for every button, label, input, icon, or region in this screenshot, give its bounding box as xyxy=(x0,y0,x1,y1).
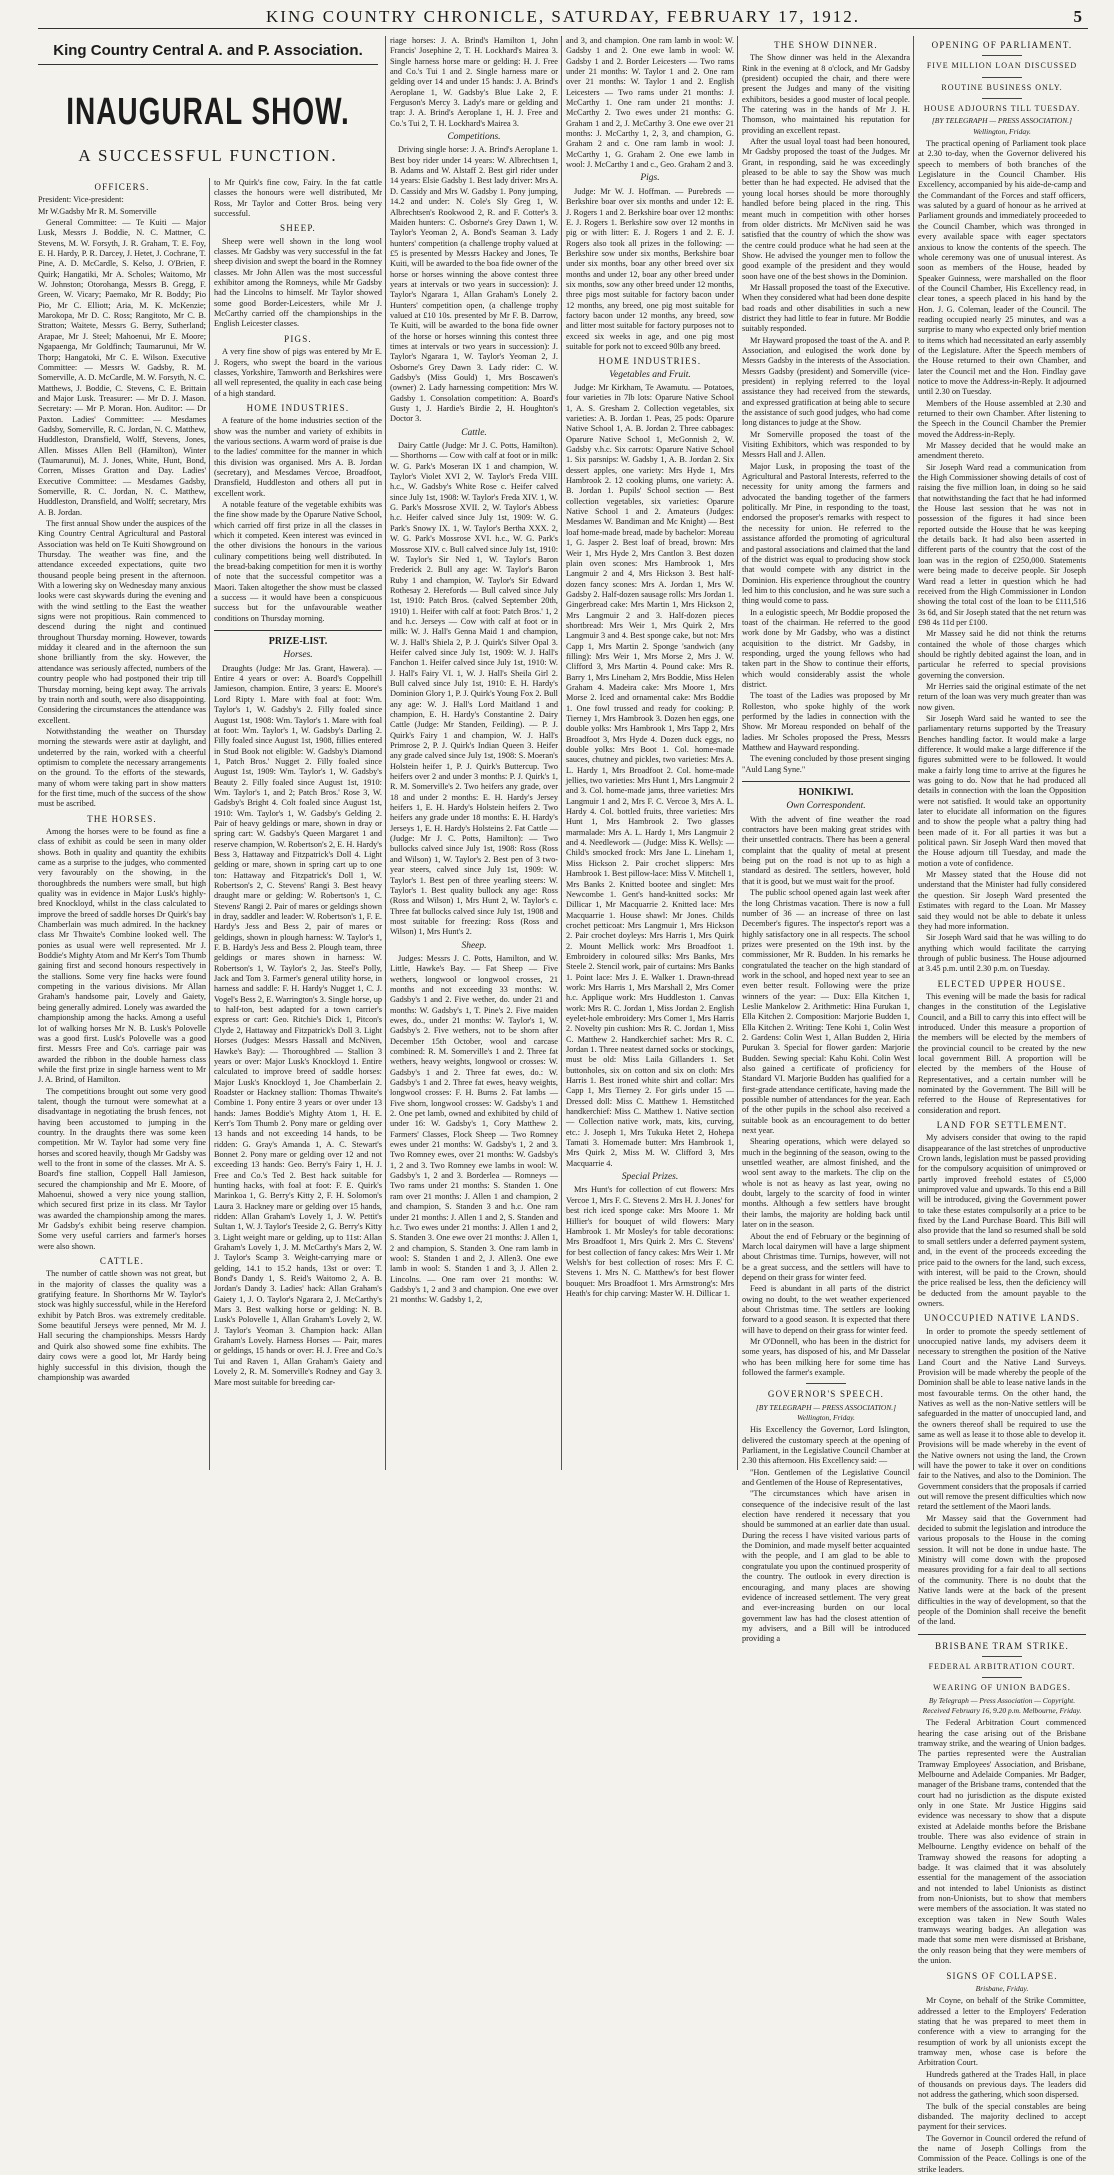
article-paragraph: Sir Joseph Ward said that he was willing to do anything which would facilitate the carrying through of public business. The House adjourned at 3.45 p.m. until 2.30 p.m. on Tuesday. xyxy=(918,933,1086,974)
elected-upper-house-heading: ELECTED UPPER HOUSE. xyxy=(937,978,1067,989)
article-paragraph: Mr Somerville proposed the toast of the Visiting Exhibitors, which was responded to by Messrs Hall and J. Allen. xyxy=(742,429,910,460)
cattle-heading: CATTLE. xyxy=(99,1256,145,1267)
column-2 xyxy=(214,178,382,1470)
article-paragraph: Members of the House assembled at 2.30 and returned to their own Chamber. After listening to the Speech in the Council Chamber the Premier moved the Address-in-Reply. xyxy=(918,398,1086,439)
article-paragraph: Feed is abundant in all parts of the district owing no doubt, to the wet weather experienced about Christmas time. The settlers are looking forward to a good season. It is expected that there will have to depend on their grass for winter feed. xyxy=(742,1284,910,1335)
article-paragraph: Sheep were well shown in the long wool classes. Mr Gadsby was very successful in the fat sheep division and swept the board in the Romney classes. Mr John Allen was the most successful exhibitor among the Romneys, while Mr Gadsby had the Lincolns to himself. Mr Taylor showed some good Border-Leicesters, while Mr J. McCarthy carried off the championships in the English Leicester classes. xyxy=(214,236,382,329)
prize-paragraph: Driving single horse: J. A. Brind's Aeroplane 1. Best boy rider under 14 years: W. Albrechtsen 1, B. Adams and W. Alstaff 2. Best girl rider under 14 years: Elsie Gadsby 1. Best lady driver: Mrs A. D. Cassidy and Mrs W. Gadsby 1. Pony jumping, 14.2 and under: N. Cole's Sly Greg 1, W. Albrechtsen's Rookwood 2, R. and F. Cotter's 3. Maiden hunters: C. Osborne's Grey Dawn 1, W. Taylor's Yeoman 2, A. Bond's Seaman 3. Lady hunters' competition (a challenge trophy valued at £5 is presented by Messrs Hackey and Jones, Te Kuiti, will be awarded to the boa fide owner of the horse or horses winning the above contest three years at intervals or two years in succession): J. Taylor's Ngarara 1, Allan Graham's Lonely 2. Hunters' competition open, (a challenge trophy valued at £10 10s. presented by Mr F. B. Darrow, Te Kuiti, will be awarded to the bona fide owner of the horse or horses winning this contest three times at intervals or two years in succession): J. Taylor's Ngarara 1, W. Taylor's Yeoman 2, J. Osborne's Grey Dawn 3. Lady rider: C. W. Gadsby's (Miss Gould) 1, Mrs Boscawen's (owner) 2. Lady harnessing competition: Mrs W. Gadsby 1. Consolation competition: A. Board's Gusty 1, J. Hardie's Birdie 2, H. Houghton's Doctor 3. xyxy=(390,145,558,424)
special-prizes-subheading: Special Prizes. xyxy=(621,1172,679,1183)
article-paragraph: Hundreds gathered at the Trades Hall, in place of thousands on previous days. The leaders did not address the gathering, which soon dispersed. xyxy=(918,2069,1086,2100)
pigs-heading: PIGS. xyxy=(284,333,312,344)
tram-subheading: WEARING OF UNION BADGES. xyxy=(933,1683,1071,1693)
article-paragraph: Mr Herries said the original estimate of the net return of the loan was very much greater than was now given. xyxy=(918,681,1086,712)
prize-paragraph: riage horses: J. A. Brind's Hamilton 1, John Francis' Josephine 2, T. H. Lockhard's Mairea 3. Single harness horse mare or gelding: H. J. Free and Co.'s Tui 1 and 2. Single harness mare or gelding over 14 and under 15 hands: J. A. Brind's Aeroplane 1, W. Gadsby's Blue Lake 2, F. Ferguson's Mercy 3. Lady's mare or gelding and trap: J. A. Brind's Aeroplane 1, H. J. Free and Co.'s Tui 2, T. H. Lockhard's Mairea 3. xyxy=(390,36,558,128)
article-paragraph: Mr O'Donnell, who has been in the district for some years, has disposed of his, and Mr Dasselar who has been milking here for some time has followed the farmer's example. xyxy=(742,1336,910,1377)
column-1 xyxy=(38,178,206,1470)
collapse-heading: SIGNS OF COLLAPSE. xyxy=(946,1970,1058,1981)
article-paragraph: With the advent of fine weather the road contractors have been making great strides with their unsettled contracts. There has been a general complaint that the quality of metal at present being put on the road is not up to as high a standard as desired. The settlers, however, hold that it is good, but we must wait for the proof. xyxy=(742,814,910,886)
column-rule xyxy=(561,36,562,1470)
article-paragraph: Notwithstanding the weather on Thursday morning the stewards were astir at daylight, and undeterred by the rain, worked with a cheerful optimism to complete the necessary arrangements on the ground. To the efforts of the stewards, many of whom were taking part in show matters for the first time, much of the success of the show must be ascribed. xyxy=(38,726,206,809)
article-paragraph: After the usual loyal toast had been honoured, Mr Gadsby proposed the toast of the Judges. Mr Grant, in responding, said he was exceedingly pleased to be able to say the Show was much better than he had expected. He advised that the young local horses should be more thoroughly handled before being placed in the ring. This meant much in competition with other horses from older districts. Mr McNiven said he was satisfied that the country of which the show was the centre could produce what he had seen at the Show. He advised the younger men to follow the good example of the president and they would soon have one of the best shows in the Dominion. xyxy=(742,137,910,281)
vegetables-subheading: Vegetables and Fruit. xyxy=(609,369,691,380)
column-4 xyxy=(566,36,734,1470)
correspondent-line: Own Correspondent. xyxy=(786,801,866,812)
officers-heading: OFFICERS. xyxy=(94,182,150,192)
article-paragraph: Sir Joseph Ward said he wanted to see the parliamentary returns supported by the Treasury Benches handling factor. It would make a large difference. It would make a large difference if the figures submitted were to be followed. It would make a fairly long time to arrive at the figures he was going to do. Now that he had produced all details in connection with the loan the Opposition were not satisfied. It would take an opportunity later to elucidate all information on the figures and to show the people what a paltry thing had been made of it. For all parties it was but a political pawn. Sir Joseph Ward then moved that the House adjourn till Tuesday, and made the motion a vote of confidence. xyxy=(918,713,1086,868)
dateline: By Telegraph — Press Association — Copyright. Received February 16, 9.20 p.m. Melbourne, Friday. xyxy=(922,1695,1082,1715)
column-rule xyxy=(385,36,386,1470)
section-rule xyxy=(918,1634,1086,1635)
prize-paragraph: Dairy Cattle (Judge: Mr J. C. Potts, Hamilton). — Shorthorns — Cow with calf at foot or in milk: W. G. Park's Moseran IX 1 and champion, W. Taylor's Violet XVI 2, W. Taylor's Freda VIII. h.c., W. Gadsby's White Rose c. Heifer calved since July 1st, 1908: W. Taylor's Freda XIV. 1, W. G. Park's Mossrose XVII. 2, W. Taylor's Abbess h.c. Heifer calved since July 1st, 1909: W. G. Park's Snowy IX. 1, W. Taylor's Bertha XXX. 2, W. G. Park's Mossrose XVI. h.c., W. G. Park's Mossrose XIV. c. Bull calved since July 1st, 1910: W. Taylor's Sir Ned 1, W. Taylor's Baron Frederick 2. Bull any age: W. Taylor's Baron Ruby 1 and champion, W. Taylor's Sir Edward Rothesay 2. Herefords — Bull calved since July 1st, 1910: Patch Bros. (calved September 20th, 1910) 1. Heifer with calf at foot: Patch Bros.' 1, 2 and h.c. Jerseys — Cow with calf at foot or in milk: W. J. Hall's Genna Maid 1 and champion, W. J. Hall's Shiela 2, P. J. Quirk's Silver Opal 3. Heifer calved since July 1st, 1909: W. J. Hall's Fanchon 1. Heifer calved since July 1st, 1910: W. J. Hall's Fairy VI. 1, W. J. Hall's Sheila Girl 2. Bull calved since July 1st, 1910: E. H. Hardy's Dominion Glory 1, P. J. Quirk's Young Fox 2. Bull any age: W. J. Hall's Lord Maitland 1 and champion, E. H. Hardy's Constantine 2. Dairy Cattle (Judge: Mr Standen, Feilding). — P. J. Quirk's Fairy 1 and champion, W. J. Hall's Primrose 2, P. J. Quirk's Indian Queen 3. Heifer any grade calved since July 1st, 1908: S. Moeran's Holstein heifer 1, P. J. Quirk's Buttercup. Two heifers over 2 and under 3 months: P. J. Quirk's 1, R. M. Somerville's 2. Two heifers any grade, over 18 and under 2 months: E. H. Hardy's Jersey heifers 1, E. H. Hardy's Holstein heifers 2. Two heifers any grade under 18 months: E. H. Hardy's Jerseys 1, E. H. Hardy's Holsteins 2. Fat Cattle — (Judge: Mr J. C. Potts, Hamilton): — Two bullocks calved since July 1st, 1908: Ross (Ross and Wilson) 1, W. Taylor's 2. Best pen of 3 two-year steers, calved since July 1st, 1909: W. Taylor's 1. Best pen of three yearling steers: W. Taylor's 1. Best quality bullock any age: Ross (Ross and Wilson) 1, Mrs Hunt 2, W. Taylor's c. Three fat bullocks calved since July 1st, 1908 and most suitable for freezing: Ross (Ross and Wilson) 1, Mrs Hunt's 2. xyxy=(390,441,558,937)
honikiwi-heading: HONIKIWI. xyxy=(798,787,854,799)
sheep-heading: SHEEP. xyxy=(280,223,316,234)
competitions-subheading: Competitions. xyxy=(447,132,501,143)
short-rule xyxy=(982,1656,1022,1657)
article-paragraph: The first annual Show under the auspices of the King Country Central Agricultural and Pastoral Association was held on Te Kuiti Showground on Thursday. The weather was fine, and the attendance exceeded expectations, quite two thousand people being present in the afternoon. With a lowering sky on Wednesday many anxious looks were cast skywards during the evening and with the wind settling to the East the weather signs were not propitious. Rain commenced to descend during the night and continued throughout Thursday morning. However, towards midday it cleared and in the afternoon the sun shone brilliantly from the sky. However, the attendance was seriously affected, numbers of the country people who had postponed their trip till Thursday morning, being kept away. The arrivals by train north and south, were also disappointing. Considering the circumstances the attendance was excellent. xyxy=(38,519,206,725)
masthead-title: KING COUNTRY CHRONICLE, SATURDAY, FEBRUARY 17, 1912. xyxy=(266,7,860,26)
horses-heading: THE HORSES. xyxy=(87,813,157,824)
committee-list: General Committee: — Te Kuiti — Major Lusk, Messrs J. Boddie, N. C. Mattner, C. Stevens, M. W. Forsyth, J. R. Graham, T. E. Foy, E. H. Hardy, P. R. Darcey, J. Hetet, J. Cochrane, T. Pine, A. D. McCardle, S. Kelso, J. O'Brien, F. Quirk; Hangatiki, Mr A. Scholes; Waitomo, Mr W. Johnston; Otorohanga, Messrs B. Gregg, F. Green, W. Vicary; Paemako, Mr R. Boddy; Pio Pio, Mr C. Elliott; Aria, M. K. McKenzie; Marokopa, Mr D. C. Ross; Rangitoto, Mr C. B. Stratton; Waitete, Messrs G. Berry, Sutherland; Arapae, Mr J. Steel; Mahoenui, Mr E. Moore; Ngapaenga, Mr Goldfinch; Taumarunui, Mr W. Thorp; Hangatoki, Mr C. E. Wilson. Executive Committee: — Messrs W. Gadsby, R. M. Somerville, A. D. McCardle, M. W. Forsyth, N. C. Matthews, J. Boddie, C. Stevens, C. E. Brittain and Major Lusk. Treasurer: — Mr D. J. Mason. Secretary: — Mr P. Moran. Hon. Auditor: — Dr Paxton. Ladies' Committee: — Mesdames Gadsby, Somerville, R. C. Jordan, N. C. Matthew, Huddleston, Dransfield, Wolff, Stevens, Jones, Allen. Misses Allen Bell (Hamilton), Winter (Taumarunui), M. J. Jones, White, Hunt, Bond, Corren, Misses Gratton and Day. Ladies' Executive Committee: — Mesdames Gadsby, Somerville, R. C. Jordan, N. C. Matthew, Huddleston, Dransfield, and Wolff; secretary, Mrs A. B. Jordan. xyxy=(38,218,206,517)
article-paragraph: Mr Massey said that the Government had decided to submit the legislation and introduce the various proposals to the House in the coming session. It will not be done in undue haste. The Ministry will come down with the proposed measures providing for a fair deal to all sections of the community. There is no doubt that the Native lands were at the back of the present difficulties in the way of development, so that the people of the Dominion shall receive the benefit of the land. xyxy=(918,1513,1086,1627)
parliament-subheading: HOUSE ADJOURNS TILL TUESDAY. xyxy=(923,104,1081,114)
parliament-subheading: FIVE MILLION LOAN DISCUSSED xyxy=(926,61,1078,71)
column-rule xyxy=(737,36,738,1470)
column-6 xyxy=(918,36,1086,2174)
story-kicker: King Country Central A. and P. Association. xyxy=(53,42,363,59)
article-paragraph: to Mr Quirk's fine cow, Fairy. In the fat cattle classes the honours were well distributed, Mr Ross, Mr Taylor and Cotter Bros. being very successful. xyxy=(214,178,382,219)
article-paragraph: "Hon. Gentlemen of the Legislative Council and Gentlemen of the House of Representatives, xyxy=(742,1467,910,1488)
section-rule xyxy=(214,630,382,631)
cattle-subheading: Cattle. xyxy=(461,427,487,438)
article-paragraph: Mr Massey said he did not think the returns contained the whole of those charges which should be rightly debited against the loan, and in particular he referred to special provisions governing the conversion. xyxy=(918,629,1086,680)
article-paragraph: A very fine show of pigs was entered by Mr E. J. Rogers, who swept the board in the various classes, Yorkshire, Tamworth and Berkshires were all well represented, the quality in each case being of a high standard. xyxy=(214,347,382,398)
article-paragraph: Among the horses were to be found as fine a class of exhibit as could be seen in many older shows. Both in quality and quantity the exhibits came as a surprise to the judges, who commented very favourably on the showing, in the thoroughbreds the numbers were small, but high quality was in evidence in Major Lusk's highly-bred Knockloyd, whilst in the class calculated to improve the breed of saddle horses Dr Quirk's bay Chamberlain was much admired. In the hackney class Mr Thwaite's Combine looked well. The ponies as usual were well represented. Mr J. Boddie's Mighty Atom and Mr Kerr's Tom Thumb gaining first and second honours respectively in the stallions. Some very fine hacks were found competing in the various divisions. Mr Allan Graham's handsome pair, Lovely and Gaiety, being generally admired. Lonely was awarded the championship among the hacks. Among a useful lot of walking horses Mr N. B. Lusk's Polovelle was a good first. Lusk's Polovelle was a good first. Messrs Free and Co's. carriage pair was awarded the ribbon in the double harness class while the first prize in single harness went to Mr J. A. Brind, of Hamilton. xyxy=(38,826,206,1085)
story-deck: A SUCCESSFUL FUNCTION. xyxy=(78,146,338,165)
article-paragraph: A notable feature of the vegetable exhibits was the fine show made by the Oparure Native School, which carried off first prize in all the classes in which it competed. Keen interest was evinced in the other divisions the honours in the various culinary competitions being well distributed. In the bread-baking competition for men it is worthy of note that the successful competitor was a Maori. Taken altogether the show must be classed a success — it would have been a conspicuous success but for the unfavourable weather conditions on Thursday morning. xyxy=(214,499,382,623)
home-industries-heading: HOME INDUSTRIES. xyxy=(598,356,702,367)
section-rule xyxy=(742,781,910,782)
column-5 xyxy=(742,36,910,1644)
governors-speech-heading: GOVERNOR'S SPEECH. xyxy=(767,1389,885,1400)
prize-paragraph: and 3, and champion. One ram lamb in wool: W. Gadsby 1 and 2. One ewe lamb in wool: W. Gadsby 1 and 2. Border Leicesters — Two rams under 21 months: W. Taylor 1 and 2. One ram over 21 months: W. Taylor 1 and 2. English Leicesters — Two rams under 21 months: J. McCarthy 1. One ram under 21 months: J. McCarthy 2. Two ewes under 21 months: G. Graham 1 and 2, J. McCarthy 3. One ewe over 21 months: J. McCarthy 1, 2, 3, and champion, G. Graham 2 and c. One ram lamb in wool: J. McCarthy 1, G. Graham 2. One ewe lamb in wool: J. McCarthy 1 and c., Geo. Graham 2 and 3. xyxy=(566,36,734,170)
article-paragraph: The Show dinner was held in the Alexandra Rink in the evening at 8 o'clock, and Mr Gadsby (president) occupied the chair, and there were present the Judges and many of the visiting exhibitors, besides a good muster of local people. The catering was in the hands of Mr J. H. Thomson, who maintained his reputation for providing an excellent repast. xyxy=(742,53,910,135)
column-3 xyxy=(390,36,558,1470)
short-rule xyxy=(982,77,1022,78)
parliament-heading: OPENING OF PARLIAMENT. xyxy=(931,40,1073,50)
dateline: [BY TELEGRAPH — PRESS ASSOCIATION.] Wellington, Friday. xyxy=(931,116,1073,136)
article-paragraph: His Excellency the Governor, Lord Islington, delivered the customary speech at the opening of Parliament, in the Legislative Council Chamber at 2.30 this afternoon. His Excellency said: — xyxy=(742,1425,910,1466)
article-paragraph: About the end of February or the beginning of March local dairymen will have a large shipment about Christmas time. Turnips, however, will not be a great success, and the settlers will have to depend on their grass for winter feed. xyxy=(742,1231,910,1282)
article-paragraph: The competitions brought out some very good talent, though the turnout were somewhat at a disadvantage in negotiating the brush fences, not having been accustomed to jumping in the country. In the draughts there was some keen competition. Mr W. Taylor had some very fine horses and scored heavily, though Mr Gadsby was well to the front in some of the classes. Mr A. S. Board's fine stallion, Coppell Hall Jamieson, secured the championship and Mr E. Moore, of Mahoenui, showed a very nice young stallion, which secured first prize in its class. Mr Taylor was awarded the championship among the mares. Mr Gadsby's exhibit being reserve champion. Some very useful carriers and farmer's horses were also shown. xyxy=(38,1086,206,1251)
officers-roles: President: Vice-president: xyxy=(38,195,124,205)
article-paragraph: Mr Hayward proposed the toast of the A. and P. Association, and eulogised the work done by Messrs Gadsby in the interests of the Association. Messrs Gadsby (president) and Somerville (vice-president) in replying referred to the loyal assistance they had received from the stewards, and expressed gratification at being able to secure the assistance of such good judges, who had come long distances to judge at the Show. xyxy=(742,335,910,428)
story-headline: INAUGURAL SHOW. xyxy=(66,90,350,132)
sheep-subheading: Sheep. xyxy=(461,940,487,951)
article-paragraph: In order to promote the speedy settlement of unoccupied native lands, my advisers deem it necessary to strengthen the position of the Native Land Court and the Native Land Surveys. Provision will be made whereby the people of the Dominion shall be able to lease native lands in the most favourable terms. On the other hand, the Natives as well as the non-Native settlers will be safeguarded in the matter of unoccupied land, and the owners thereof shall be required to use the same as well as lease it to those able to develop it. Provisions will be made whereby in the event of the Native owners not using the land, the Crown will have the power to take it over on conditions fair to the Natives, and also to the Dominion. The Government considers that the proposals if carried out will remove the present difficulties which now retard the settlement of the Maori lands. xyxy=(918,1326,1086,1512)
masthead xyxy=(38,6,1088,29)
short-rule xyxy=(806,1383,846,1384)
column-rule xyxy=(913,36,914,1470)
parliament-subheading: ROUTINE BUSINESS ONLY. xyxy=(941,82,1063,92)
dateline: Brisbane, Friday. xyxy=(975,1983,1029,1993)
prize-paragraph: Draughts (Judge: Mr Jas. Grant, Hawera). — Entire 4 years or over: A. Board's Coppelhill Jamieson, champion. Entire, 3 years: E. Moore's Lord Ripty 1. Mare with foal at foot: Wm. Taylor's 1, W. Gadsby's 2. Filly foaled since August 1st, 1908: Wm. Taylor's 1. Mare with foal at foot: Wm. Taylor's 1, W. Gadsby's Darling 2. Filly foaled since August 1st, 1908, fillies entered in Stud Book not eligible: W. Gadsby's Diamond 1, Patch Bros.' Nugget 2. Filly foaled since August 1st, 1909: Wm. Taylor's 1, W. Gadsby's Beauty 2. Filly foaled since August 1st, 1910: Wm. Taylor's 1, and 2; Patch Bros.' Rose 3, W. Gadsby's Bright 4. Colt foaled since August 1st, 1910: Wm. Taylor's 1, W. Gadsby's Gelding 2. Pair of heavy geldings or mare, shown in dray or spring cart: W. Gadsby's Queen Margaret 1 and reserve champion, W. Robertson's 2, E. H. Hardy's Bess 3, Hattaway and Fitzpatrick's Doll 4. Light gelding or mare, shown in spring cart up to one ton: Hattaway and Fitzpatrick's Doll 1, W. Robertson's 2, C. Stevens' Rangi 3. Best heavy draught mare or gelding: W. Robertson's 1, C. Stevens' Rangi 2. Pair of mares or geldings shown in dray, saddler and leader: W. Robertson's 1, F. E. Hardy's Jess and Bess 2, pair of mares or geldings, shown in plough harness: W. Taylor's 1, F. B. Hardy's Jess and Bess 2. Plough team, three geldings or mares shown in harness: W. Robertson's 1, W. Taylor's 2, Jas. Steel's Polly, Jack and Tom 3. Farmer's general utility horse, in harness and saddle: F. H. Hardy's Nugget 1, C. J. Vogel's Bess 2, E. Warrington's 3. Single horse, up to half-ton, best adapted for a town carrier's express or cart: Geo. Ritchie's Dick 1, Pitcon's Clyde 2, Hattaway and Fitzpatrick's Doll 3. Light Horses (Judges: Messrs Hassall and McNiven, Hawke's Bay): — Thoroughbred — Stallion 3 years or over: Major Lusk's Knockloyd 1. Entire calculated to improve breed of saddle horses: Major Lusk's Knockloyd 1, Joe Chamberlain 2. Roadster or Hackney stallion: Thomas Thwaite's Combine 1. Pony entire 3 years or over under 13 hands: James Boddie's Mighty Atom 1, H. E. Kerr's Tom Thumb 2. Pony mare or gelding over 13 hands and not exceeding 14 hands, to be ridden: G. Gray's Amanda 1, A. C. Stewart's Bonnet 2. Pony mare or gelding over 12 and not exceeding 13 hands: Geo. Berry's Fairy 1, H. J. Free and Co.'s Ted 2. Best hack suitable for hunting hacks, with foal at foot: F. E. Quirk's Marinkoa 1, G. Berry's Kitty 2, F. H. Solomon's Laura 3. Hackney mare or gelding over 15 hands, ridden: Allan Graham's Lovely 1, J. W. Pettit's Sultan 1, W. J. Taylor's Teeside 2, G. Berry's Kitty 3. Light weight mare or gelding, up to 11st: Allan Graham's Lovely 1, J. M. McCarthy's Mars 2, W. J. Taylor's Scamp 3. Weight-carrying mare or gelding, 14.1 to 15.2 hands, 13st or over: T. Bond's Dandy 1, S. Reid's Waitomo 2, A. B. Jordan's Dandy 3. Ladies' hack: Allan Graham's Gaiety 1, J. O. Taylor's Ngarara 2, J. McCarthy's Mars 3. Best walking horse or gelding: N. B. Lusk's Polovelle 1, Allan Graham's Lovely 2, W. J. Taylor's Yeoman 3. Champion hack: Allan Graham's Lovely. Harness Horses — Pair, mares or geldings, 15 hands or over: H. J. Free and Co.'s Tui and Raven 1, Allan Graham's Gaiety and Lovely 2, R. M. Somerville's Rodney and Gay 3. Mare most suitable for breeding car- xyxy=(214,663,382,1387)
kicker-rule xyxy=(38,64,378,65)
short-rule xyxy=(982,1677,1022,1678)
column-rule xyxy=(209,178,210,1470)
article-paragraph: Mr Massey decided that he would make an amendment thereto. xyxy=(918,441,1086,461)
officers-names: Mr W.Gadsby Mr R. M. Somerville xyxy=(38,206,157,216)
show-dinner-heading: THE SHOW DINNER. xyxy=(774,40,878,50)
article-paragraph: Major Lusk, in proposing the toast of the Agricultural and Pastoral Interests, referred to the necessity for unity among the farmers and advocated the banding together of the farmers politically. Mr Pine, in responding to the toast, endorsed the proposer's remarks with respect to the necessity for union. He referred to the assistance afforded the promoting of agricultural and pastoral associations and claimed that the land of the district was equal to producing show stock that would compete with any district in the Dominion. His experience throughout the country led him to this conclusion, and he was sure such a thing would come to pass. xyxy=(742,461,910,606)
article-paragraph: In a eulogistic speech, Mr Boddie proposed the toast of the chairman. He referred to the good work done by Mr Gadsby, who was a distinct acquisition to the district. Mr Gadsby, in responding, urged the young fellows who had taken part in the Show to continue their efforts, which would considerably assist the whole district. xyxy=(742,607,910,689)
short-rule xyxy=(982,55,1022,56)
page-number: 5 xyxy=(1073,7,1084,26)
short-rule xyxy=(982,98,1022,99)
home-industries-heading: HOME INDUSTRIES. xyxy=(246,402,350,413)
article-paragraph: Mr Massey stated that the House did not understand that the Minister had fully considered the question. Sir Joseph Ward presented the Estimates with regard to the Loan. Mr Massey said they would not be able to debate it unless they had more information. xyxy=(918,870,1086,931)
article-paragraph: The evening concluded by those present singing "Auld Lang Syne." xyxy=(742,754,910,774)
prize-paragraph: Mrs Hunt's for collection of cut flowers: Mrs Vercoe 1, Mrs F. C. Stevens 2. Mrs H. J. Jones' for best rich iced sponge cake: Mrs Moore 1. Mr Hillier's for bouquet of wild flowers: Mary Hambrook 1. Mr Mosley's for table decorations: Mrs Broadfoot 1, Mrs Quirk 2. Mrs C. Stevens' for best collection of fancy cakes: Mrs Weir 1. Mr Welsh's for best collection of roses: Mrs F. C. Stevens 1. Mrs N. C. Matthew's for best flower bouquet: Mrs Broadfoot 1. Mrs Armstrong's: Mrs Heath's for chip carving: Master W. H. Dillicar 1. xyxy=(566,1185,734,1298)
article-paragraph: Sir Joseph Ward read a communication from the High Commissioner showing details of cost of raising the five million loan, in doing so he said that notwithstanding the fact that he had informed the House last session that he was not in possession of the figures it had since been reported outside the House that he was keeping the details back. It had also been asserted in different parts of the country that the cost of the loan was in the region of £250,000. Statements were being made to deceive people. Sir Joseph Ward read a letter in question which he had received from the High Commissioner in London showing the total cost of the loan to be £111,516 3s 6d, and Sir Joseph stated that the net return was £98 4s 11d per £100. xyxy=(918,462,1086,627)
article-paragraph: Mr Coyne, on behalf of the Strike Committee, addressed a letter to the Employers' Federation stating that he was prepared to meet them in conference with a view to arranging for the resumption of work by all unionists except the tramway men, whose case is before the Arbitration Court. xyxy=(918,1996,1086,2068)
prize-paragraph: Judge: Mr W. J. Hoffman. — Purebreds — Berkshire boar over six months and under 12: E. J. Rogers 1 and 2. Berkshire boar over 12 months: E. J. Rogers 1. Berkshire sow over 12 months in pig or with litter: E. J. Rogers 1 and 2. E. J. Rogers also took all prizes in the following: — Berkshire sow under six months, Berkshire boar under six months, boar any other breed over six months and under 12, boar any other breed under six months, sow any other breed under 12 months, three pigs most suitable for factory bacon under 12 months, any breed, one pig most suitable for factory bacon under 12 months, any breed, sow and litter most suitable for factory purposes not to exceed six weeks in age, and one pig most suitable for pork not to exceed 90lb any breed. xyxy=(566,186,734,351)
article-paragraph: This evening will be made the basis for radical changes in the constitution of the Legislative Council, and a Bill to carry this into effect will be introduced. Under this measure a proportion of the members will be elected by the members of the provincial council to be created by the new local government Bill. A proportion will be elected by the members of the House of Representatives, and a certain number will be nominated by the Government. The Bill will be referred to the House of Representatives for consideration and report. xyxy=(918,991,1086,1115)
prize-paragraph: Judge: Mr Kirkham, Te Awamutu. — Potatoes, four varieties in 7lb lots: Oparure Native School 1, A. S. Gresham 2. Collection vegetables, six varieties: A. B. Jordan 1. Peas, 25 pods: Oparure Native School 1, A. B. Jordan 2. Three cabbages: Oparure Native School 1, McGonnish 2, W. Gadsby v.h.c. Six carrots: Oparure Native School 1. Six parsnips: W. Gadsby 1, A. B. Jordan 2. Six dessert apples, one variety: Mrs Hyde 1, Mrs Hambrook 2. 12 cooking plums, one variety: A. B. Jordan 1. Pupils' School section — Best collection vegetables, six varieties: Oparure Native School 1 and 2. Amateurs (Judges: Mesdames W. Bandiman and Mc Knight) — Best loaf home-made bread, made by bachelor: Moreau 1, G. Jasper 2. Best loaf of bread, brown: Mrs Weir 1, Mrs Hyde 2, Mrs Cantlon 3. Best dozen plain oven scones: Mrs Hambrook 1, Mrs Langmuir 2 and 4, Mrs Hickson 3. Best half-dozen fancy scones: Mrs A. Jordan 1, Mrs W. Gadsby 2. Half-dozen sausage rolls: Mrs Jordan 1. Gingerbread cake: Mrs Martin 1, Mrs Hickson 2, Mrs Langmuir 2 and 3. Half-dozen pieces shortbread: Mrs Weir 1, Mrs Quirk 2, Mrs Langmuir 3 and 4. Best sponge cake, but not: Mrs Capp 1, Mrs Martin 2. Sponge 'sandwich (any filling): Mrs Weir 1, Mrs Morse 2, Mrs J. W. Clifford 3, Mrs Martin 4. Pound cake: Mrs R. Barry 1, Mrs Lineham 2, Mrs Boddie, Miss Helen Graham 4. Madeira cake: Mrs Moore 1, Mrs Morse 2. Iced and ornamental cake: Mrs Boddie 1. One fowl trussed and ready for cooking: P. Tierney 1, Mrs Hambrook 3. Dozen hen eggs, one double yolks: Mrs Hambrook 1, Mrs Tapp 2, Mrs Broadfoot 3, Mrs Hyde 4. Dozen duck eggs, no double yolks: Mrs Boot 1. Col. home-made sauces, chutney and pickles, two varieties: Mrs A. L. Hardy 1, Mrs Broadfoot 2. Col. home-made jellies, two varieties: Mrs Hunt 1, Mrs Langmuir 2 and 3. Col. home-made jams, three varieties: Mrs Langmuir 1 and 2, Mrs F. C. Vercoe 3, Mrs A. L. Hardy 4. Col. bottled fruits, three varieties: Mrs Hunt 1, Mrs Hambrook 2. Two glasses marmalade: Mrs A. L. Hardy 1, Mrs Langmuir 2 and 4. Needlework — (Judge: Miss K. Wells): — Child's smocked frock: Mrs Jane L. Lineham 1, Miss Hickson 2. Pair crochet slippers: Mrs Hambrook 1. Best pillow-lace: Miss V. Mitchell 1, Mrs Banks 2. Knitted bootee and singlet: Mrs Newcombe 1. Gent's hand-knitted socks: Mr Dillicar 1, Mr Macquarrie 2. Knitted lace: Mrs Macquarrie 1. House shawl: Mr Jones. Childs crochet petticoat: Mrs Langmuir 1, Mrs Hickson 2. Pair crochet doyleys: Mrs Harris 1, Mrs Quirk 2. Mount Mellick work: Mrs Broadfoot 1. Embroidery in coloured silks: Mrs Banks, Mrs Steele 2. Stencil work, pair of curtains: Mrs Banks 1. Point lace: Mrs J. E. Walker 1. Drawn-thread work: Mrs Harris 1, Mrs Marshall 2, Mrs Comer h.c. Applique work: Mrs Huddleston 1. Canvas work: Mrs R. C. Jordan 1, Miss Jordan 2. English eyelet-hole embroidery: Mrs Comer 1, Mrs Harris 2. Novelty pin cushion: Mrs R. C. Jordan 1, Miss C. Matthew 2. Handkerchief sachet: Mrs R. C. Jordan 1. Three neatest darned socks or stockings, must be old: Miss Laila Gillanders 1. Set buttonholes, six on cotton and six on cloth: Mrs Harris 1. Best ironed white shirt and collar: Mrs Capp 1, Mrs Tierney 2. For girls under 15 — Dressed doll: Miss C. Matthew 1. Hemstitched handkerchief: Miss C. Matthew 1. Native section — Collection native work, mats, kits, curving, etc.: J. Joseph 1, Mrs Tukuka Hetet 2, Hohepa Tamati 3. Homemade butter: Mrs Hambrook 1, Mrs Quirk 2, Miss M. W. Clifford 3, Mrs Macquarrie 4. xyxy=(566,383,734,1168)
article-paragraph: "The circumstances which have arisen in consequence of the indecisive result of the last election have rendered it necessary that you should be summoned at an earlier date than usual. During the recess I have visited various parts of the Dominion, and made myself better acquainted with the people, and I am glad to be able to congratulate you upon the continued prosperity of the country. The outlook in every direction is encouraging, and many places are showing evidence of increased settlement. The very great and ever-increasing burden on our local government law has had the closest attention of my advisers, and a Bill will be introduced providing a xyxy=(742,1489,910,1644)
native-lands-heading: UNOCCUPIED NATIVE LANDS. xyxy=(923,1313,1081,1324)
article-paragraph: My advisers consider that owing to the rapid disappearance of the last stretches of unproductive Crown lands, legislation must be passed providing for the compulsory acquisition of unimproved or partly improved freehold estates of £5,000 unimproved value and upwards. To this end a Bill will be introduced, giving the Government power to take these estates compulsorily at a price to be fixed by the Land Purchase Board. This Bill will also provide that the land so resumed shall be sold to small settlers under a deferred payment system, and, in the event of the proceeds exceeding the price paid to the owners for the land, such excess, with interest, will be paid to the Crown, should the price realised be less, then the deficiency will be deducted from the amount payable to the owners. xyxy=(918,1133,1086,1308)
tram-strike-heading: BRISBANE TRAM STRIKE. xyxy=(935,1640,1069,1651)
article-paragraph: The toast of the Ladies was proposed by Mr Rolleston, who spoke highly of the work performed by the ladies in connection with the Show. Mr Moreau responded on behalf of the ladies. Mr Scholes proposed the Press, Messrs Matthew and Hayward responding. xyxy=(742,691,910,753)
article-paragraph: Mr Hassall proposed the toast of the Executive. When they considered what had been done despite bad roads and other disabilities in such a new district they had little to fear in future. Mr Boddie suitably responded. xyxy=(742,282,910,334)
horses-subheading: Horses. xyxy=(283,650,313,661)
article-paragraph: The bulk of the special constables are being disbanded. The majority declined to accept payment for their services. xyxy=(918,2101,1086,2132)
dateline: [BY TELEGRAPH — PRESS ASSOCIATION.] Wellington, Friday. xyxy=(755,1402,897,1422)
prize-paragraph: Judges: Messrs J. C. Potts, Hamilton, and W. Little, Hawke's Bay. — Fat Sheep — Five wethers, longwool or longwool crosses, 21 months and not exceeding 33 months: W. Gadsby's 1 and 2. Five wether, do. under 21 and months: W. Gadsby's 1, T. Pine's 2. Five maiden ewes, do., under 21 months: W. Taylor's 1, W. Gadsby's 2. Five wethers, not to be shorn after December 15th October, wool and carcase combined: R. M. Somerville's 1 and 2. Three fat wethers, heavy weights, longwool or crosses: W. Gadsby's 1 and 2. Three fat ewes, do.: W. Gadsby's 1 and 2. Three fat ewes, heavy weights, longwool crosses: F. H. Burns 2. Fat lambs — Five shorn, longwool crosses: W. Gadsby's 1 and 2. One pet lamb, owned and exhibited by child of under 16: W. Gadsby's 1, Cory Matthew 2. Farmers' Classes, Flock Sheep — Two Romney ewes under 21 months: W. Gadsby's 1, 2 and 3. Two Romney ewes, over 21 months: W. Gadsby's 1, 2 and 3. Two Romney ewe lambs in wool: W. Gadsby's 1, 2 and 3. Borderlea — Romneys — Two rams under 21 months: S. Standen 1. One ram over 21 months: J. Allen 1 and champion, 2 and champion, S. Standen 3 and h.c. One ram under 21 months: J. Allen 1 and 2, S. Standen and h.c. Two ewes under 21 months: J. Allen 1 and 2, S. Standen 3. One ewe over 21 months: J. Allen 1, 2 and champion, S. Standen 3. One ram lamb in wool: S. Standen 1 and 2, J. Allen3. One ewe lamb in wool: S. Standen 1 and 3, J. Allen 2. Lincolns. — One ram over 21 months: W. Gadsby's 1, 2 and 3 and champion. One ewe over 21 months: W. Gadsby 1, 2, xyxy=(390,953,558,1305)
article-paragraph: A feature of the home industries section of the show was the number and variety of exhibits in the various sections. A warm word of praise is due to the ladies' committee for the manner in which this division was organised. Mrs A. B. Jordan (secretary), and Mesdames Vercoe, Broadfoot, Dransfield, Huddleston and others all put in excellent work. xyxy=(214,416,382,498)
article-paragraph: The Governor in Council ordered the refund of the name of Joseph Collings from the Commission of the Peace. Collings is one of the strike leaders. xyxy=(918,2133,1086,2174)
article-paragraph: The number of cattle shown was not great, but in the majority of classes the quality was a gratifying feature. In Shorthorns Mr W. Taylor's stock was highly successful, while in the Hereford exhibit by Patch Bros. was extremely creditable. Some beautiful Jerseys were penned, Mr M. J. Hall securing the championships. Messrs Hardy and Quirk also showed some fine exhibits. The dairy cows were a good lot, Mr Hardy being highly successful in this division, though the championship was awarded xyxy=(38,1269,206,1382)
pigs-subheading: Pigs. xyxy=(640,173,660,184)
article-paragraph: The Federal Arbitration Court commenced hearing the case arising out of the Brisbane tramway strike, and the wearing of Union badges. The parties represented were the Australian Tramway Employees' Association, and Brisbane, Melbourne and Adelaide Companies. Mr Badger, manager of the Brisbane trams, contended that the court had no jurisdiction as the dispute existed only in one State. Mr Justice Higgins said evidence was necessary to show that a dispute existed at Adelaide months before the Brisbane trouble. There was also evidence of strain in Melbourne. Lengthy evidence on behalf of the Tramway showed the reasons for adopting a badge. It was claimed that it was absolutely essential for the management of the association and not intended to label Unionists as distinct from non-Unionists, but to show that members were members of the association. It was stated no exception was taken in New South Wales tramways wearing badges. An allegation was made that some men were dismissed at Brisbane, the only reason being that they were members of the union. xyxy=(918,1718,1086,1966)
article-paragraph: Shearing operations, which were delayed so much in the beginning of the season, owing to the unsettled weather, are almost finished, and the wool sent away to the markets. The clip on the whole is not as heavy as last year, owing no doubt, largely to the scarcity of food in winter months. Although a few settlers have brought their lambs, the majority are holding back until later on in the season. xyxy=(742,1137,910,1230)
article-paragraph: The practical opening of Parliament took place at 2.30 to-day, when the Governor delivered his speech to members of both branches of the Legislature in the Council Chamber. His Excellency, accompanied by his aide-de-camp and the Commandant of the Forces and staff officers, was saluted by a guard of honour as he arrived at Parliament grounds and immediately proceeded to the Council Chamber, which was thronged in every available space with eager spectators anxious to know the contents of the speech. The whole ceremony was one of unusual interest. As soon as members of the House, headed by Speaker Guinness, were marshalled on the floor of the Council Chamber, His Excellency read, in clear tones, a speech placed in his hand by the Hon. J. G. Coleman, leader of the Council. The reading occupied nearly 25 minutes, and was a surprise to many who expected only brief mention to items which had necessitated an early assembly of the Legislature. After the Speech members of the House returned to their own Chamber, and later the Council met and the Hon. Findlay gave notice to move the Address-in-Reply. It adjourned until 2.30 on Tuesday. xyxy=(918,139,1086,397)
tram-subheading: FEDERAL ARBITRATION COURT. xyxy=(928,1661,1076,1671)
prize-list-heading: PRIZE-LIST. xyxy=(268,636,328,648)
article-paragraph: The public school opened again last week after the long Christmas vacation. There is now a full number of 36 — an increase of three on last December's figures. The inspector's report was a highly satisfactory one in all respects. The school prizes were presented on the 19th inst. by the commissioner, Mr R. Budden. In his remarks he congratulated the teacher on the high standard of work in the school, and hoped next year to see an even better result. Following were the prize winners of the year: — Dux: Ella Kitchen 1, Leslie Mankelow 2. Arithmetic: Hina Furukan 1, Ella Kitchen 2. Composition: Marjorie Budden 1, Ella Kitchen 2. Writing: Tene Kohi 1, Colin West 2. Gardens: Colin West 1, Allan Budden 2, Hiria Purukan 3. Special for flower garden: Marjorie Budden. Sewing special: Kahu Kohi. Colin West also gained a certificate of proficiency for Standard VI. Marjorie Budden has qualified for a first-grade attendance certificate, having made the possible number of attendances for the year. Each of the other pupils in the school also received a suitable book as an encouragement to do better next year. xyxy=(742,888,910,1136)
land-settlement-heading: LAND FOR SETTLEMENT. xyxy=(936,1120,1068,1131)
